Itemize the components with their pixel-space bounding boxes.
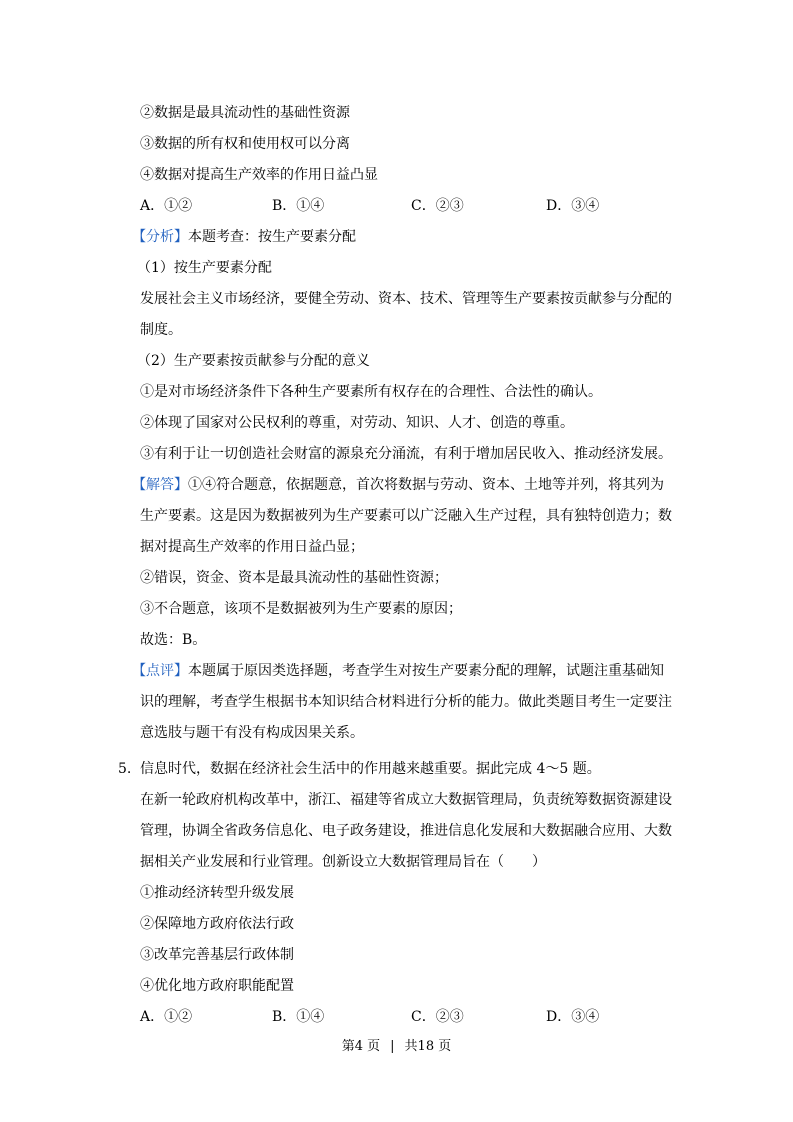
answer-line: 据对提高生产效率的作用日益凸显；	[140, 539, 364, 555]
comment-line: 识的理解，考查学生根据书本知识结合材料进行分析的能力。做此类题目考生一定要注	[140, 694, 672, 710]
q5-number: 5.	[118, 761, 132, 777]
q5-item-4: ④优化地方政府职能配置	[140, 978, 294, 994]
q4-option-d: D．③④	[546, 198, 600, 214]
page-footer	[0, 1037, 793, 1057]
answer-line: ②错误，资金、资本是最具流动性的基础性资源；	[140, 570, 448, 586]
q4-option-a: A．①②	[140, 198, 193, 214]
q5-stem-first: 信息时代，数据在经济社会生活中的作用越来越重要。据此完成 4～5 题。	[140, 761, 601, 777]
q5-item-1: ①推动经济转型升级发展	[140, 885, 294, 901]
q4-option-c: C．②③	[411, 198, 464, 214]
analysis-heading	[132, 227, 356, 247]
analysis-tag: 【分析】	[132, 229, 188, 245]
analysis-line: ②体现了国家对公民权利的尊重，对劳动、知识、人才、创造的尊重。	[140, 415, 574, 431]
q4-option-b: B．①④	[272, 198, 325, 214]
comment-heading	[132, 661, 664, 681]
q5-stem-line: 管理，协调全省政务信息化、电子政务建设，推进信息化发展和大数据融合应用、大数	[140, 823, 672, 839]
comment-tag: 【点评】	[132, 663, 188, 679]
analysis-line: 发展社会主义市场经济，要健全劳动、资本、技术、管理等生产要素按贡献参与分配的	[140, 291, 672, 307]
q5-option-c: C．②③	[411, 1009, 464, 1025]
analysis-line: （2）生产要素按贡献参与分配的意义	[137, 353, 370, 369]
q5-option-b: B．①④	[272, 1009, 325, 1025]
q5-item-3: ③改革完善基层行政体制	[140, 947, 294, 963]
analysis-intro: 本题考查：按生产要素分配	[188, 229, 356, 245]
q5-option-d: D．③④	[546, 1009, 600, 1025]
analysis-line: ③有利于让一切创造社会财富的源泉充分涌流，有利于增加居民收入、推动经济发展。	[140, 446, 672, 462]
analysis-line: （1）按生产要素分配	[137, 260, 272, 276]
answer-line: 故选：B。	[140, 632, 207, 648]
analysis-line: ①是对市场经济条件下各种生产要素所有权存在的合理性、合法性的确认。	[140, 384, 602, 400]
q5-stem-line: 据相关产业发展和行业管理。创新设立大数据管理局旨在（ ）	[140, 854, 546, 870]
analysis-line: 制度。	[140, 322, 182, 338]
footer-separator: |	[390, 1039, 395, 1054]
q5-option-a: A．①②	[140, 1009, 193, 1025]
page-number: 第4 页	[341, 1039, 381, 1054]
q4-item-4: ④数据对提高生产效率的作用日益凸显	[140, 167, 378, 183]
q5-item-2: ②保障地方政府依法行政	[140, 916, 294, 932]
answer-line: ③不合题意，该项不是数据被列为生产要素的原因；	[140, 601, 462, 617]
q4-item-2: ②数据是最具流动性的基础性资源	[140, 105, 350, 121]
page-total: 共18 页	[404, 1039, 452, 1054]
comment-first-line: 本题属于原因类选择题，考查学生对按生产要素分配的理解，试题注重基础知	[188, 663, 664, 679]
answer-tag: 【解答】	[132, 477, 188, 493]
q4-item-3: ③数据的所有权和使用权可以分离	[140, 136, 350, 152]
answer-heading	[132, 475, 664, 495]
comment-line: 意选肢与题干有没有构成因果关系。	[140, 725, 364, 741]
answer-line: 生产要素。这是因为数据被列为生产要素可以广泛融入生产过程，具有独特创造力；数	[140, 508, 672, 524]
answer-first-line: ①④符合题意，依据题意，首次将数据与劳动、资本、土地等并列，将其列为	[188, 477, 664, 493]
q5-stem-line: 在新一轮政府机构改革中，浙江、福建等省成立大数据管理局，负责统筹数据资源建设	[140, 792, 672, 808]
